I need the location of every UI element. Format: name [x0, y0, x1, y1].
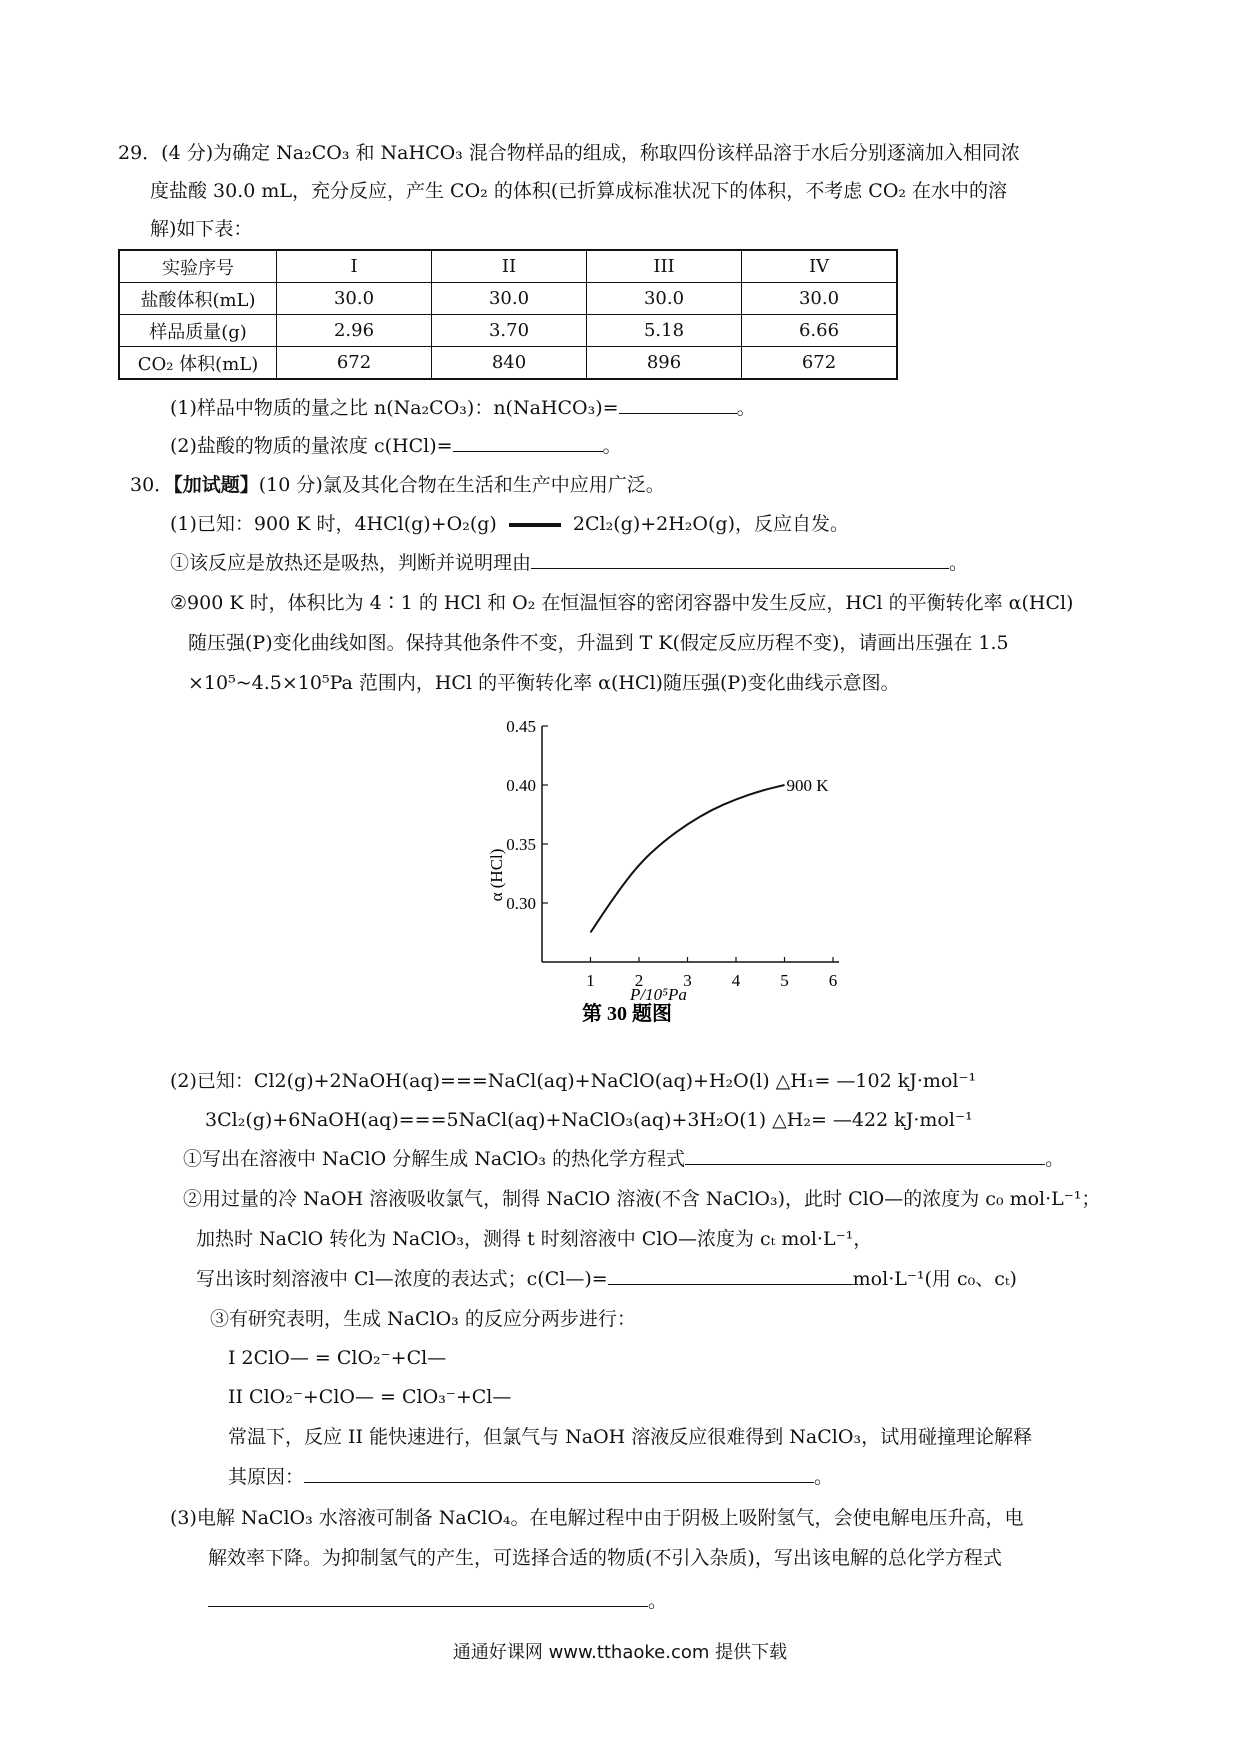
q30-part2c-line3 [228, 1464, 833, 1490]
answer-blank[interactable] [304, 1464, 814, 1483]
x-tick-label: 6 [828, 971, 838, 990]
q30-part3-line3 [208, 1588, 667, 1614]
q30-part2a [183, 1146, 1064, 1172]
q30-part2b-line2: 加热时 NaClO 转化为 NaClO₃，测得 t 时刻溶液中 ClO—浓度为 cₜ mol·L⁻¹， [196, 1228, 873, 1250]
answer-blank[interactable] [619, 395, 737, 414]
q30-part3-line1: (3)电解 NaClO₃ 水溶液可制备 NaClO₄。在电解过程中由于阴极上吸附氢气，会使电解电压升高，电 [170, 1507, 1024, 1529]
q30-part2b-line1: ②用过量的冷 NaOH 溶液吸收氯气，制得 NaClO 溶液(不含 NaClO₃)，此时 ClO—的浓度为 c₀ mol·L⁻¹； [183, 1188, 1101, 1210]
table-cell: 5.18 [587, 315, 742, 347]
equation-right: 2Cl₂(g)+2H₂O(g)，反应自发。 [572, 513, 849, 535]
q30-number: 30． [130, 474, 174, 496]
q29-line-2: 度盐酸 30.0 mL，充分反应，产生 CO₂ 的体积(已折算成标准状况下的体积，不考虑 CO₂ 在水中的溶 [150, 180, 1008, 202]
q29-sub-2-text: (2)盐酸的物质的量浓度 c(HCl)= [170, 435, 453, 457]
table-cell: 672 [742, 347, 898, 380]
equation-left: (1)已知：900 K 时，4HCl(g)+O₂(g) [170, 513, 497, 535]
y-tick-label: 0.30 [506, 894, 536, 913]
q30-title-text: (10 分)氯及其化合物在生活和生产中应用广泛。 [258, 474, 665, 496]
table-row [119, 283, 897, 315]
table-header-cell: II [432, 250, 587, 283]
q30-part2b-unit: mol·L⁻¹(用 c₀、cₜ) [852, 1268, 1017, 1290]
x-tick-label: 3 [683, 971, 692, 990]
equilibrium-arrow-icon [507, 518, 563, 532]
q29-sub-1-text: (1)样品中物质的量之比 n(Na₂CO₃)：n(NaHCO₃)= [170, 397, 619, 419]
alpha-hcl-chart [480, 700, 880, 1040]
table-cell: 样品质量(g) [119, 315, 277, 347]
q30-part2c-line2: 常温下，反应 II 能快速进行，但氯气与 NaOH 溶液反应很难得到 NaClO₃，试用碰撞理论解释 [228, 1426, 1033, 1448]
table-cell: 30.0 [587, 283, 742, 315]
q30-part1b-line2: 随压强(P)变化曲线如图。保持其他条件不变，升温到 T K(假定反应历程不变)，请画出压强在 1.5 [188, 632, 1009, 654]
q30-title [130, 472, 665, 498]
q30-part1a-text: ①该反应是放热还是吸热，判断并说明理由 [170, 552, 532, 574]
x-axis-label: P/10⁵Pa [630, 985, 687, 1004]
table-cell: 2.96 [277, 315, 432, 347]
table-cell: 3.70 [432, 315, 587, 347]
q30-part2-line2: 3Cl₂(g)+6NaOH(aq)===5NaCl(aq)+NaClO₃(aq)+3H₂O(1) △H₂= —422 kJ·mol⁻¹ [205, 1109, 973, 1131]
x-tick-label: 4 [731, 971, 741, 990]
q29-sub-2 [170, 433, 622, 459]
q30-part2b-line3-text: 写出该时刻溶液中 Cl—浓度的表达式；c(Cl—)= [196, 1268, 608, 1290]
answer-blank[interactable] [608, 1266, 853, 1285]
table-cell: 896 [587, 347, 742, 380]
q29-line-1: 29．(4 分)为确定 Na₂CO₃ 和 NaHCO₃ 混合物样品的组成，称取四份该样品溶于水后分别逐滴加入相同浓 [118, 142, 1020, 164]
series-label-900k: 900 K [786, 776, 829, 795]
table-row [119, 347, 897, 380]
y-tick-label: 0.45 [506, 717, 536, 736]
period: 。 [1045, 1148, 1065, 1170]
table-cell: 840 [432, 347, 587, 380]
q30-part2c-line1: ③有研究表明，生成 NaClO₃ 的反应分两步进行： [210, 1308, 636, 1330]
table-cell: 672 [277, 347, 432, 380]
q30-part3-line2: 解效率下降。为抑制氢气的产生，可选择合适的物质(不引入杂质)，写出该电解的总化学方程式 [208, 1547, 1002, 1569]
table-cell: 30.0 [432, 283, 587, 315]
table-cell: CO₂ 体积(mL) [119, 347, 277, 380]
q30-part1b-line1: ②900 K 时，体积比为 4∶1 的 HCl 和 O₂ 在恒温恒容的密闭容器中发生反应，HCl 的平衡转化率 α(HCl) [170, 592, 1074, 614]
table-header-cell: I [277, 250, 432, 283]
q29-sub-1 [170, 395, 756, 421]
table-header-cell: IV [742, 250, 898, 283]
x-tick-label: 2 [634, 971, 644, 990]
period: 。 [602, 435, 622, 457]
answer-blank[interactable] [208, 1588, 648, 1607]
q30-part2a-text: ①写出在溶液中 NaClO 分解生成 NaClO₃ 的热化学方程式 [183, 1148, 686, 1170]
q30-part2b-line3 [196, 1266, 1017, 1292]
q30-part2c-step2: II ClO₂⁻+ClO— = ClO₃⁻+Cl— [228, 1386, 512, 1408]
q30-tag: 【加试题】 [173, 474, 259, 496]
chart-title: 第 30 题图 [582, 1003, 672, 1025]
table-cell: 30.0 [742, 283, 898, 315]
table-header-cell: 实验序号 [119, 250, 277, 283]
period: 。 [814, 1466, 834, 1488]
period: 。 [648, 1590, 668, 1612]
chart-plot-area [506, 717, 839, 990]
q30-part1b-line3: ×10⁵~4.5×10⁵Pa 范围内，HCl 的平衡转化率 α(HCl)随压强(P)变化曲线示意图。 [188, 672, 900, 694]
x-tick-label: 1 [586, 971, 595, 990]
footer-credit: 通通好课网 www.tthaoke.com 提供下载 [452, 1642, 788, 1663]
table-row [119, 315, 897, 347]
table-header-row [119, 250, 897, 283]
q29-line-3: 解)如下表： [150, 218, 253, 240]
q30-part2c-line3-text: 其原因： [228, 1466, 305, 1488]
table-cell: 盐酸体积(mL) [119, 283, 277, 315]
q30-part1a [170, 550, 968, 576]
table-cell: 6.66 [742, 315, 898, 347]
q30-part1-equation [170, 511, 849, 537]
x-tick-label: 5 [780, 971, 789, 990]
period: 。 [949, 552, 969, 574]
q30-part2-line1: (2)已知：Cl2(g)+2NaOH(aq)===NaCl(aq)+NaClO(aq)+H₂O(l) △H₁= —102 kJ·mol⁻¹ [170, 1070, 977, 1092]
y-tick-label: 0.35 [506, 835, 536, 854]
series-line-900k [591, 785, 785, 933]
period: 。 [736, 397, 756, 419]
y-tick-label: 0.40 [506, 776, 536, 795]
experiment-table [118, 249, 898, 380]
q30-part2c-step1: I 2ClO— = ClO₂⁻+Cl— [228, 1347, 447, 1369]
answer-blank[interactable] [685, 1146, 1045, 1165]
y-axis-label: α (HCl) [487, 848, 506, 902]
answer-blank[interactable] [531, 550, 949, 569]
table-header-cell: III [587, 250, 742, 283]
answer-blank[interactable] [453, 433, 603, 452]
table-cell: 30.0 [277, 283, 432, 315]
